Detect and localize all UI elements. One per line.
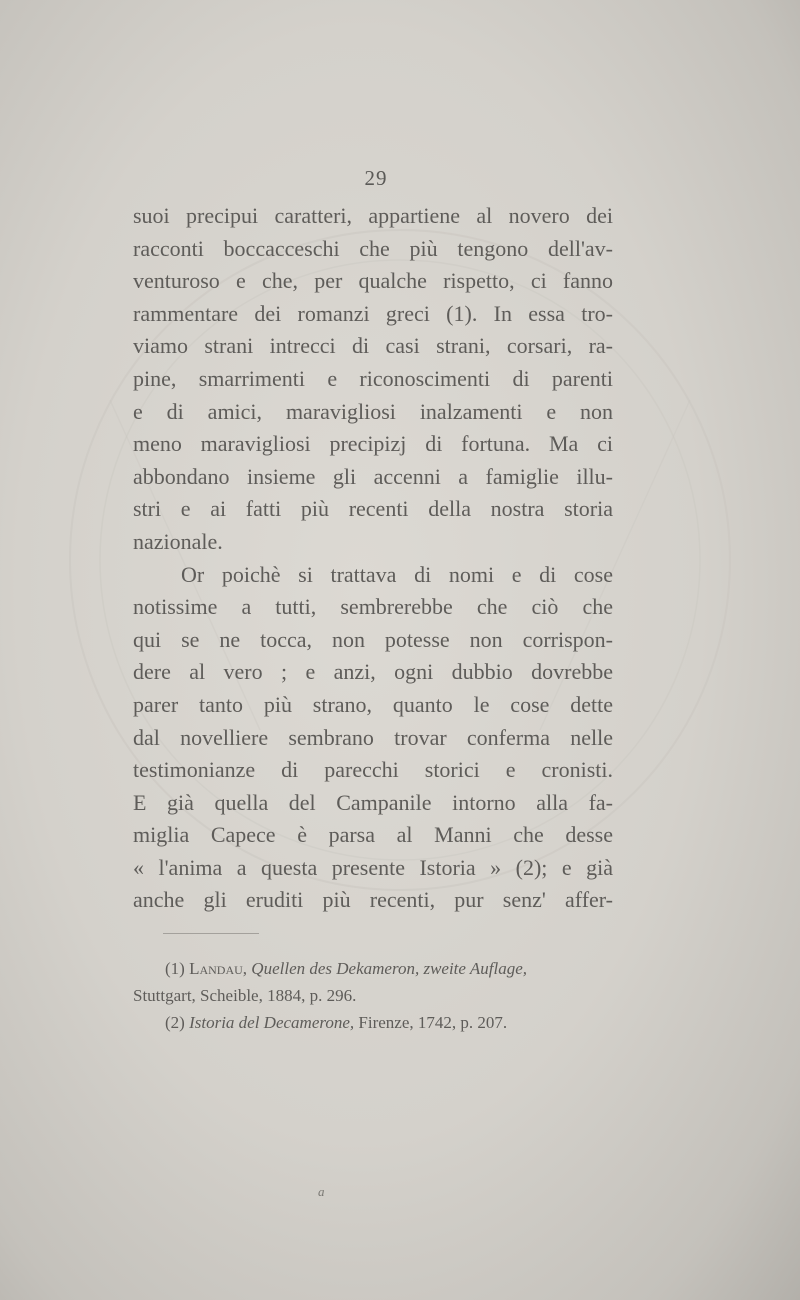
footnote-1-continuation: Stuttgart, Scheible, 1884, p. 296. — [133, 986, 357, 1005]
footnote-rest: Firenze, 1742, p. 207. — [358, 1013, 508, 1032]
footnote-author: Landau, — [189, 959, 248, 978]
text-line: racconti boccacceschi che più tengono dell'av- — [133, 235, 613, 261]
text-line: qui se ne tocca, non potesse non corrispon- — [133, 626, 613, 652]
text-line: miglia Capece è parsa al Manni che desse — [133, 822, 613, 848]
text-line: testimonianze di parecchi storici e cronisti. — [133, 757, 613, 783]
footnote-title: Istoria del Decamerone, — [189, 1013, 355, 1032]
text-line: meno maravigliosi precipizj di fortuna. Ma ci — [133, 431, 613, 457]
footnote-marker: (1) — [165, 959, 185, 978]
footnotes — [133, 955, 613, 1036]
text-line: anche gli eruditi più recenti, pur senz' affer- — [133, 887, 613, 913]
text-line: rammentare dei romanzi greci (1). In essa tro- — [133, 300, 613, 326]
text-line: nazionale. — [133, 528, 223, 554]
text-line: notissime a tutti, sembrerebbe che ciò che — [133, 594, 613, 620]
signature-mark: a — [318, 1184, 325, 1199]
text-line: parer tanto più strano, quanto le cose dette — [133, 691, 613, 717]
text-line: « l'anima a questa presente Istoria » (2); e già — [133, 854, 613, 880]
body-text — [133, 200, 613, 917]
text-line: suoi precipui caratteri, appartiene al novero dei — [133, 203, 613, 228]
footnote-title: Quellen des Dekameron, zweite Auflage, — [251, 959, 528, 978]
text-line: venturoso e che, per qualche rispetto, ci fanno — [133, 268, 613, 294]
footnote-1 — [133, 955, 613, 982]
text-line: Or poichè si trattava di nomi e di cose — [181, 561, 613, 587]
text-line: e di amici, maravigliosi inalzamenti e non — [133, 398, 613, 424]
footnote-rule — [163, 933, 259, 934]
text-line: pine, smarrimenti e riconoscimenti di parenti — [133, 365, 613, 391]
footnote-2 — [133, 1009, 613, 1036]
text-line: abbondano insieme gli accenni a famiglie illu- — [133, 463, 613, 489]
footnote-marker: (2) — [165, 1013, 185, 1032]
text-line: E già quella del Campanile intorno alla fa- — [133, 789, 613, 815]
text-line: dal novelliere sembrano trovar conferma nelle — [133, 724, 613, 750]
page-number: 29 — [364, 166, 388, 190]
text-line: viamo strani intrecci di casi strani, corsari, ra- — [133, 333, 613, 359]
text-line: stri e ai fatti più recenti della nostra storia — [133, 496, 613, 522]
text-line: dere al vero ; e anzi, ogni dubbio dovrebbe — [133, 659, 613, 685]
